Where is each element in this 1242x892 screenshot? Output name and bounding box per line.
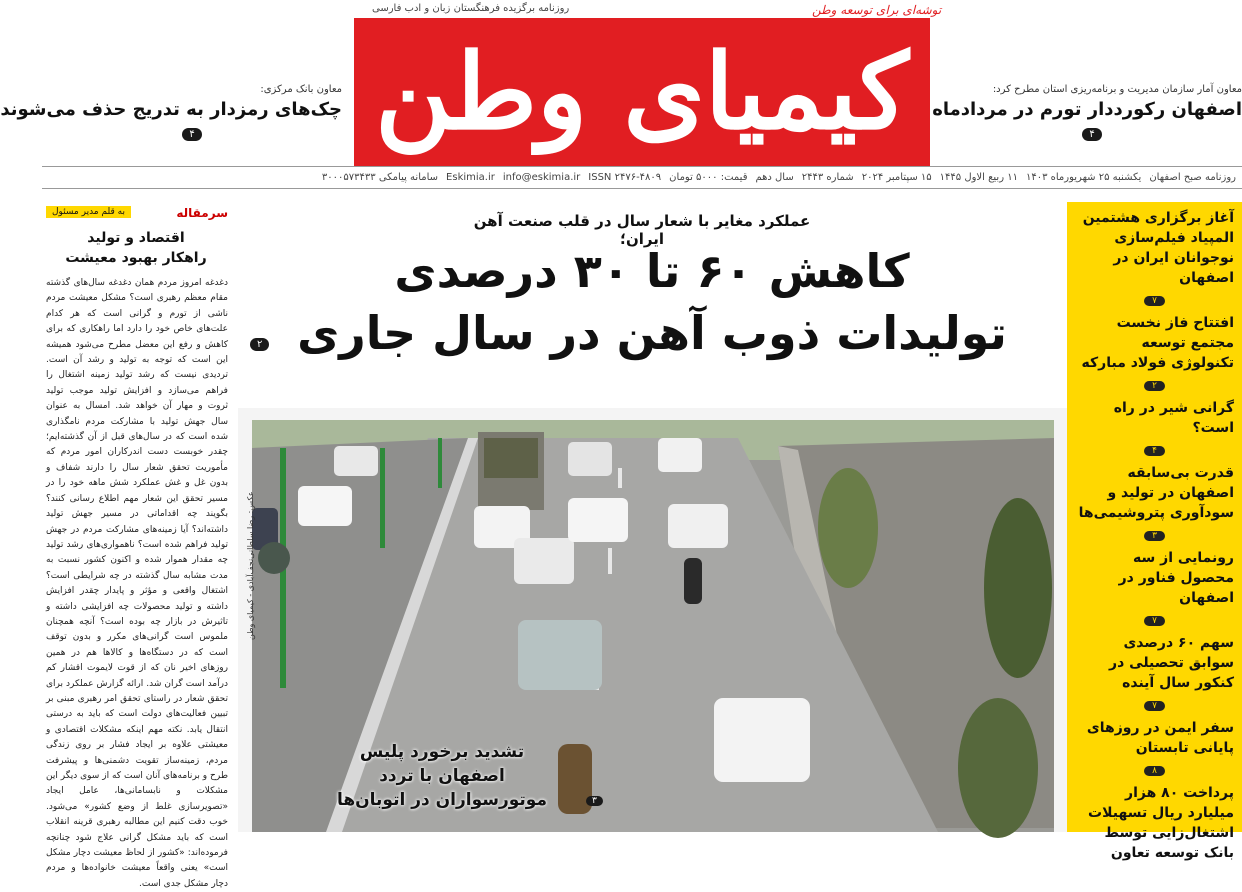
- info-bar: [42, 168, 1242, 186]
- news-title: گرانی شیر در راه است؟: [1113, 400, 1234, 436]
- headline-line: تولیدات ذوب آهن در سال جاری: [297, 306, 1007, 360]
- page-badge: ۳: [1144, 531, 1165, 541]
- page-badge: ۴: [1082, 128, 1101, 141]
- info-item: سال دهم: [755, 171, 794, 183]
- photo-caption[interactable]: [332, 740, 552, 812]
- headline-kicker: عملکرد مغایر با شعار سال در قلب صنعت آهن ایران؛: [473, 212, 811, 248]
- info-item: یکشنبه ۲۵ شهریورماه ۱۴۰۳: [1025, 171, 1142, 183]
- teaser-kicker: معاون بانک مرکزی:: [260, 84, 342, 95]
- caption-line: اصفهان با تردد: [379, 766, 505, 786]
- section-label: سرمقاله: [176, 206, 228, 220]
- news-item[interactable]: [1067, 712, 1242, 777]
- info-item: ۱۵ سپتامبر ۲۰۲۴: [861, 171, 932, 183]
- newspaper-logo: کیمیای وطن: [375, 30, 909, 153]
- news-item[interactable]: [1067, 777, 1242, 863]
- info-item: روزنامه صبح اصفهان: [1149, 171, 1236, 183]
- teaser-kicker: معاون آمار سازمان مدیریت و برنامه‌ریزی استان مطرح کرد:: [992, 84, 1242, 95]
- masthead: [354, 18, 930, 166]
- page-badge: ۸: [1144, 766, 1165, 776]
- news-title: پرداخت ۸۰ هزار میلیارد ریال تسهیلات اشتغال‌زایی توسط بانک توسعه تعاون: [1088, 785, 1234, 861]
- info-item[interactable]: info@eskimia.ir: [502, 171, 581, 183]
- right-teaser[interactable]: [932, 84, 1242, 141]
- divider: [42, 166, 1242, 167]
- caption-line: تشدید برخورد پلیس: [359, 742, 525, 762]
- info-item: ۱۱ ربیع الاول ۱۴۴۵: [939, 171, 1018, 183]
- editorial-body: دغدغه امروز مردم همان دغدغه سال‌های گذشته مقام معظم رهبری است؟ مشکل معیشت مردم ناشی از تورم و گرانی است که هر کدام علت‌های خاص خود را دارد اما راهکاری که برای کاهش و رفع این معضل مطرح می‌شود همیشه این است که توجه به تولید و رشد آن است. تردیدی نیست که رشد تولید زمینه اشتغال را فراهم می‌سازد و افزایش تولید موجب تولید ثروت و مهار آن خواهد شد. امسال به عنوان سال جهش تولید با مشارکت مردم نامگذاری شده است که در سال‌های قبل از آن گذشته‌ایم؛ چقدر خوبست دست اندرکاران امور مردم که مأموریت تحقق شعار سال را دارند شفاف و بدون غل و غش عملکرد شش ماهه خود را در مسیر تحقق این شعار مهم اطلاع رسانی کنند؟ بگویند چه اقداماتی در مسیر جهش تولید داشته‌اند؟ آیا زمینه‌های مشارکت مردم در جهش تولید فراهم شده است؟ ناهمواری‌های رشد تولید چه مقدار هموار شده و اکنون کشور نسبت به مدت مشابه سال گذشته در چه شرایطی است؟ اشتغال واقعی و مؤثر و پایدار چقدر افزایش داشته و تولید محصولات چه افزایشی داشته و تاثیرش در بازار چه بوده است؟ آنچه همچنان ملموس است گرانی‌های مکرر و بدون توقف است که در دستگاه‌ها و کالاها هم در همین روزهای اخیر نان که از قوت لایموت اقشار کم درآمد است گران شد. ارائه گزارش عملکرد برای تحقق شعار در راستای تحقق امر رهبری مبنی بر تبیین فعالیت‌های دولت است که باید به درستی انتقال یابد. نکته مهم اینکه مشکلات اقتصادی و معیشتی علاوه بر ایجاد فشار بر روی زندگی مردم، زمینه‌ساز تقویت دشمنی‌ها و پیشرفت طرح و برنامه‌های آنان است که از سوی دیگر این مشکلات و نابسامانی‌ها، عامل ایجاد «تصویرسازی غلط از وضع کشور» می‌شود. خوب دقت کنیم این مطالبه رهبری قرینه انقلاب است که باید مشکل گرانی علاج شود چنانچه فرموده‌اند: «کشور از لحاظ معیشت دچار مشکل است» یعنی واقعاً معیشت خانواده‌ها و مردم دچار مشکل جدی است.: [46, 278, 228, 889]
- left-teaser[interactable]: [0, 84, 342, 141]
- news-title: آغاز برگزاری هشتمین المپیاد فیلم‌سازی نوجوانان ایران در اصفهان: [1082, 210, 1234, 286]
- tagline: روزنامه برگزیده فرهنگستان زبان و ادب فارسی: [372, 3, 570, 14]
- page-badge: ۲: [250, 338, 269, 351]
- news-title: رونمایی از سه محصول فناور در اصفهان: [1118, 550, 1234, 606]
- page-badge: ۷: [1144, 701, 1165, 711]
- caption-line: موتورسواران در اتوبان‌ها: [336, 790, 547, 810]
- editorial-title[interactable]: [46, 228, 226, 268]
- info-item: شماره ۲۴۴۳: [801, 171, 854, 183]
- news-item[interactable]: [1067, 307, 1242, 392]
- info-item: ISSN ۲۴۷۶-۴۸۰۹: [588, 171, 662, 183]
- photo-credit: عکس: رضا سلطانی‌نجف‌آبادی - کیمیای وطن: [246, 491, 255, 640]
- news-item[interactable]: [1067, 202, 1242, 307]
- editorial-title-line: راهکار بهبود معیشت: [65, 250, 207, 266]
- news-title: سهم ۶۰ درصدی سوابق تحصیلی در کنکور سال آینده: [1109, 635, 1234, 691]
- info-item: سامانه پیامکی ۳۰۰۰۵۷۳۴۳۳: [321, 171, 439, 183]
- byline: به قلم مدیر مسئول: [46, 206, 131, 218]
- news-item[interactable]: [1067, 542, 1242, 627]
- page-badge: ۴: [182, 128, 201, 141]
- news-title: قدرت بی‌سابقه اصفهان در تولید و سودآوری پتروشیمی‌ها: [1078, 465, 1234, 521]
- teaser-title[interactable]: چک‌های رمزدار به تدریج حذف می‌شوند: [0, 99, 342, 120]
- editorial-column: [42, 202, 232, 889]
- headline-line: کاهش ۶۰ تا ۳۰ درصدی: [394, 244, 910, 298]
- slogan: توشه‌ای برای توسعه وطن: [812, 3, 942, 17]
- editorial-title-line: اقتصاد و تولید: [87, 230, 185, 246]
- divider: [42, 188, 1242, 189]
- news-title: سفر ایمن در روزهای پایانی تابستان: [1086, 720, 1234, 756]
- teaser-title[interactable]: اصفهان رکورددار تورم در مردادماه: [932, 99, 1242, 120]
- info-item[interactable]: Eskimia.ir: [446, 171, 495, 183]
- info-item: قیمت: ۵۰۰۰ تومان: [669, 171, 748, 183]
- news-column: [1067, 202, 1242, 861]
- news-item[interactable]: [1067, 627, 1242, 712]
- news-item[interactable]: [1067, 457, 1242, 542]
- page-badge: ۲: [1144, 381, 1165, 391]
- page-badge: ۴: [1144, 446, 1165, 456]
- page-badge: ۷: [1144, 296, 1165, 306]
- page-badge: ۷: [1144, 616, 1165, 626]
- news-title: افتتاح فاز نخست مجتمع توسعه تکنولوژی فولاد مبارکه: [1081, 315, 1234, 371]
- page-badge: ۳: [586, 796, 603, 806]
- main-headline[interactable]: [252, 240, 1052, 364]
- news-item[interactable]: [1067, 392, 1242, 457]
